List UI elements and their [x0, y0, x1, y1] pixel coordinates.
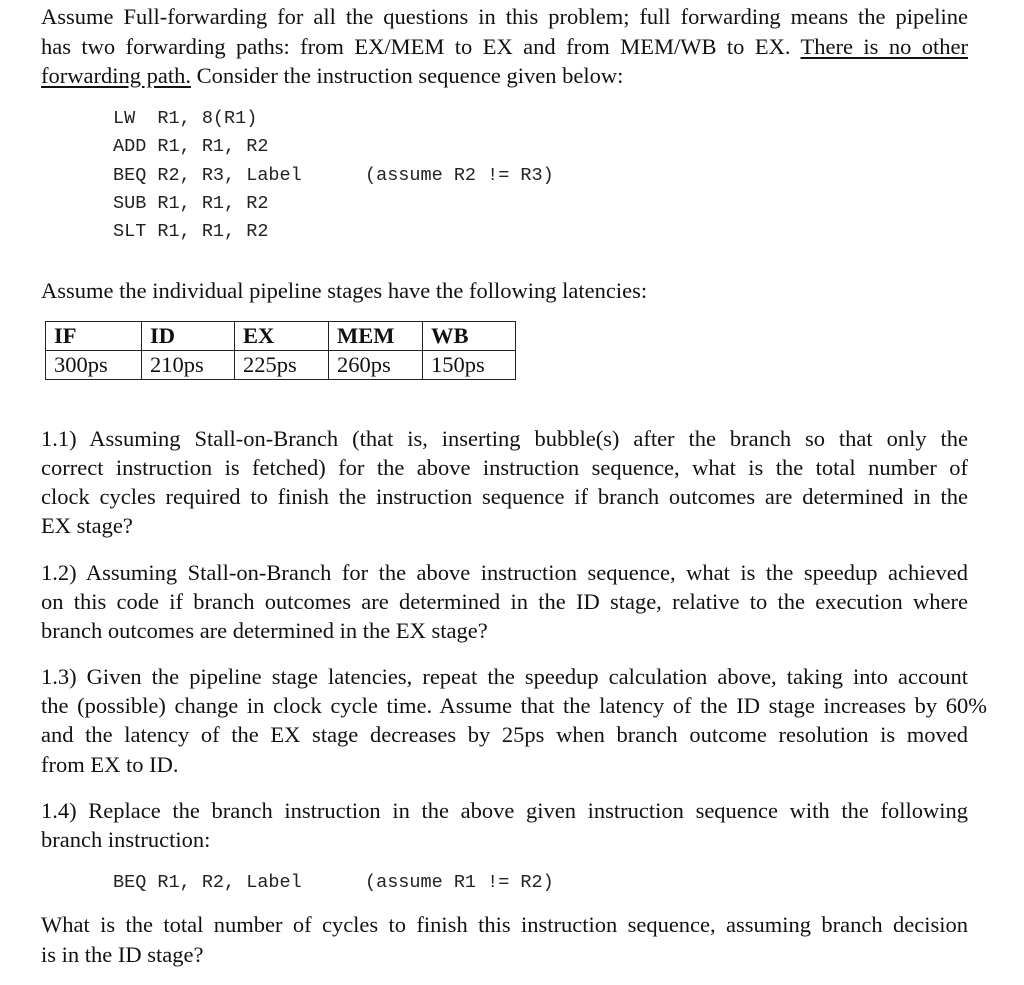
- q14-tail-line-2: is in the ID stage?: [41, 942, 204, 967]
- q13-line-1: 1.3) Given the pipeline stage latencies, repeat the speedup calculation above, taking into account: [41, 664, 968, 689]
- intro-line-3-underlined: forwarding path.: [41, 63, 191, 88]
- header-id: ID: [142, 322, 235, 351]
- q14-tail-line-1: What is the total number of cycles to finish this instruction sequence, assuming branch decision: [41, 912, 968, 937]
- q11-line-4: EX stage?: [41, 513, 133, 538]
- q13-line-2: the (possible) change in clock cycle time. Assume that the latency of the ID stage increases by 60%: [41, 693, 987, 718]
- header-if: IF: [46, 322, 142, 351]
- q14-line-2: branch instruction:: [41, 827, 211, 852]
- header-wb: WB: [423, 322, 516, 351]
- q14-code: BEQ R1, R2, Label: [113, 872, 302, 893]
- value-id: 210ps: [142, 351, 235, 380]
- value-wb: 150ps: [423, 351, 516, 380]
- q13-line-3: and the latency of the EX stage decreases by 25ps when branch outcome resolution is moved: [41, 722, 968, 747]
- q13-line-4: from EX to ID.: [41, 752, 179, 777]
- code-line-5: SLT R1, R1, R2: [113, 221, 269, 242]
- value-if: 300ps: [46, 351, 142, 380]
- q11-line-1: 1.1) Assuming Stall-on-Branch (that is, inserting bubble(s) after the branch so that only the: [41, 426, 968, 451]
- code-line-4: SUB R1, R1, R2: [113, 193, 269, 214]
- header-ex: EX: [235, 322, 329, 351]
- intro-line-3-text: Consider the instruction sequence given below:: [190, 63, 624, 88]
- code-line-3: BEQ R2, R3, Label: [113, 165, 302, 186]
- q11-line-3: clock cycles required to finish the instruction sequence if branch outcomes are determined in the: [41, 484, 968, 509]
- q12-line-1: 1.2) Assuming Stall-on-Branch for the above instruction sequence, what is the speedup achieved: [41, 560, 968, 585]
- intro-line-1: Assume Full-forwarding for all the questions in this problem; full forwarding means the pipeline: [41, 4, 968, 29]
- intro-line-2-underlined: There is no other: [800, 34, 968, 59]
- q12-line-3: branch outcomes are determined in the EX stage?: [41, 618, 488, 643]
- code-line-2: ADD R1, R1, R2: [113, 136, 269, 157]
- latency-table-header-row: [46, 322, 516, 351]
- value-ex: 225ps: [235, 351, 329, 380]
- code-note: (assume R2 != R3): [365, 165, 554, 186]
- latency-table: [45, 321, 516, 380]
- intro-line-3: [41, 63, 623, 89]
- latency-intro: Assume the individual pipeline stages have the following latencies:: [41, 278, 648, 303]
- q11-line-2: correct instruction is fetched) for the above instruction sequence, what is the total number of: [41, 455, 968, 480]
- intro-line-2: [41, 34, 968, 60]
- q12-line-2: on this code if branch outcomes are determined in the ID stage, relative to the execution where: [41, 589, 968, 614]
- header-mem: MEM: [329, 322, 423, 351]
- q14-note: (assume R1 != R2): [365, 872, 554, 893]
- intro-line-2-text: has two forwarding paths: from EX/MEM to EX and from MEM/WB to EX.: [41, 34, 791, 59]
- latency-table-value-row: [46, 351, 516, 380]
- value-mem: 260ps: [329, 351, 423, 380]
- q14-line-1: 1.4) Replace the branch instruction in the above given instruction sequence with the following: [41, 798, 968, 823]
- code-line-1: LW R1, 8(R1): [113, 108, 258, 129]
